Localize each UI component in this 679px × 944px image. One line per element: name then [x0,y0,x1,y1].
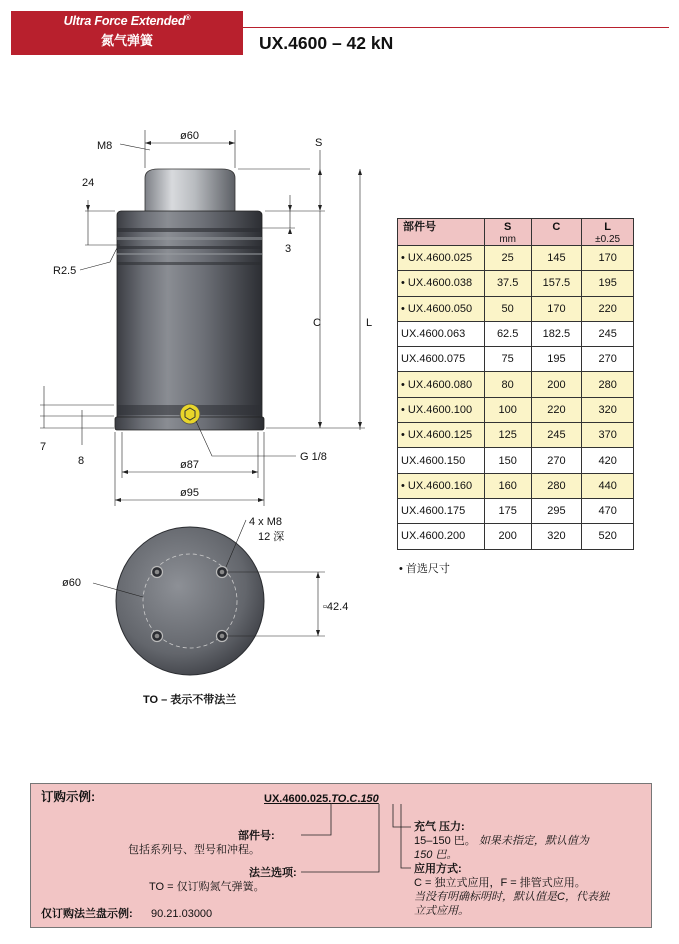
cell-s: 200 [484,524,531,549]
part-desc: 包括系列号、型号和冲程。 [128,844,260,856]
cell-s: 37.5 [484,271,531,296]
label-dim-24: 24 [82,177,95,189]
cell-s: 150 [484,448,531,473]
table-row [398,473,634,498]
order-example-box [30,783,652,928]
cell-c: 195 [531,347,582,372]
table-row [398,524,634,549]
cell-l: 370 [582,423,634,448]
label-l: L [366,317,373,329]
to-label: TO – 表示不带法兰 [143,694,237,706]
cell-part: UX.4600.200 [398,524,485,549]
table-row [398,397,634,422]
cell-c: 320 [531,524,582,549]
label-diameter-87: ø87 [180,459,199,471]
flange-label: 法兰选项: [249,867,297,879]
cell-part: UX.4600.063 [398,321,485,346]
charge-line1: 15–150 巴。 如果未指定，默认值为 [414,835,589,847]
label-diameter-60-top: ø60 [180,130,199,142]
preferred-note: • 首选尺寸 [399,563,450,575]
cell-s: 125 [484,423,531,448]
parts-table [397,218,634,550]
charge-label: 充气 压力: [414,821,465,833]
cell-s: 25 [484,246,531,271]
label-holes: 4 x M8 [249,516,283,528]
cell-s: 100 [484,397,531,422]
label-dim-3: 3 [285,243,292,255]
header-s: S mm [484,219,531,246]
label-hole-depth: 12 深 [258,531,285,543]
cell-c: 182.5 [531,321,582,346]
app-line3: 立式应用。 [414,905,469,917]
cell-c: 220 [531,397,582,422]
cell-s: 50 [484,296,531,321]
label-dim-8: 8 [78,455,85,467]
cell-part: UX.4600.150 [398,448,485,473]
cell-l: 220 [582,296,634,321]
cell-c: 295 [531,498,582,523]
order-code: UX.4600.025.TO.C.150 [264,793,379,805]
cell-s: 80 [484,372,531,397]
cell-part: • UX.4600.050 [398,296,485,321]
flange-only-value: 90.21.03000 [151,908,213,920]
cell-s: 175 [484,498,531,523]
cell-part: • UX.4600.160 [398,473,485,498]
header-c: C [531,219,582,246]
spring-side-view [115,169,264,430]
table-row [398,271,634,296]
cell-l: 280 [582,372,634,397]
app-line2: 当没有明确标明时，默认值是C，代表独 [414,891,609,903]
cell-l: 245 [582,321,634,346]
label-diameter-60-bottom: ø60 [62,577,81,589]
cell-l: 420 [582,448,634,473]
table-row [398,347,634,372]
part-label: 部件号: [238,830,275,842]
cell-part: • UX.4600.080 [398,372,485,397]
cell-part: • UX.4600.038 [398,271,485,296]
label-m8: M8 [97,140,113,152]
cell-part: • UX.4600.100 [398,397,485,422]
cell-part: • UX.4600.025 [398,246,485,271]
label-g-1-8: G 1/8 [300,451,327,463]
label-radius-2-5: R2.5 [53,265,77,277]
cell-c: 280 [531,473,582,498]
cell-part: UX.4600.075 [398,347,485,372]
brand-subtitle: 氮气弹簧 [100,33,153,48]
table-row [398,246,634,271]
label-stroke-s: S [315,137,323,149]
table-row [398,321,634,346]
order-title: 订购示例: [41,790,96,804]
app-label: 应用方式: [414,863,462,875]
charge-line2: 150 巴。 [414,849,458,861]
cell-l: 320 [582,397,634,422]
table-header-row [398,219,634,246]
flange-desc: TO = 仅订购氮气弹簧。 [149,881,265,893]
cell-l: 440 [582,473,634,498]
header-l: L ±0.25 [582,219,634,246]
cell-s: 62.5 [484,321,531,346]
table-row [398,448,634,473]
cell-c: 270 [531,448,582,473]
table-row [398,372,634,397]
label-dim-7: 7 [40,441,47,453]
flange-only-label: 仅订购法兰盘示例: [41,908,133,920]
header-part: 部件号 [398,219,485,246]
cell-l: 195 [582,271,634,296]
model-title: UX.4600 – 42 kN [259,33,394,53]
table-row [398,296,634,321]
cell-l: 170 [582,246,634,271]
label-square-42-4: ▫42.4 [323,601,349,613]
cell-c: 157.5 [531,271,582,296]
cell-l: 270 [582,347,634,372]
table-row [398,498,634,523]
spring-bottom-view [116,527,264,675]
cell-c: 170 [531,296,582,321]
app-line1: C = 独立式应用，F = 排管式应用。 [414,877,586,889]
table-row [398,423,634,448]
label-c: C [313,317,321,329]
cell-part: UX.4600.175 [398,498,485,523]
label-diameter-95: ø95 [180,487,199,499]
cell-l: 470 [582,498,634,523]
cell-s: 160 [484,473,531,498]
cell-l: 520 [582,524,634,549]
cell-part: • UX.4600.125 [398,423,485,448]
cell-c: 145 [531,246,582,271]
cell-c: 200 [531,372,582,397]
cell-c: 245 [531,423,582,448]
brand-name: Ultra Force Extended® [63,14,191,28]
cell-s: 75 [484,347,531,372]
